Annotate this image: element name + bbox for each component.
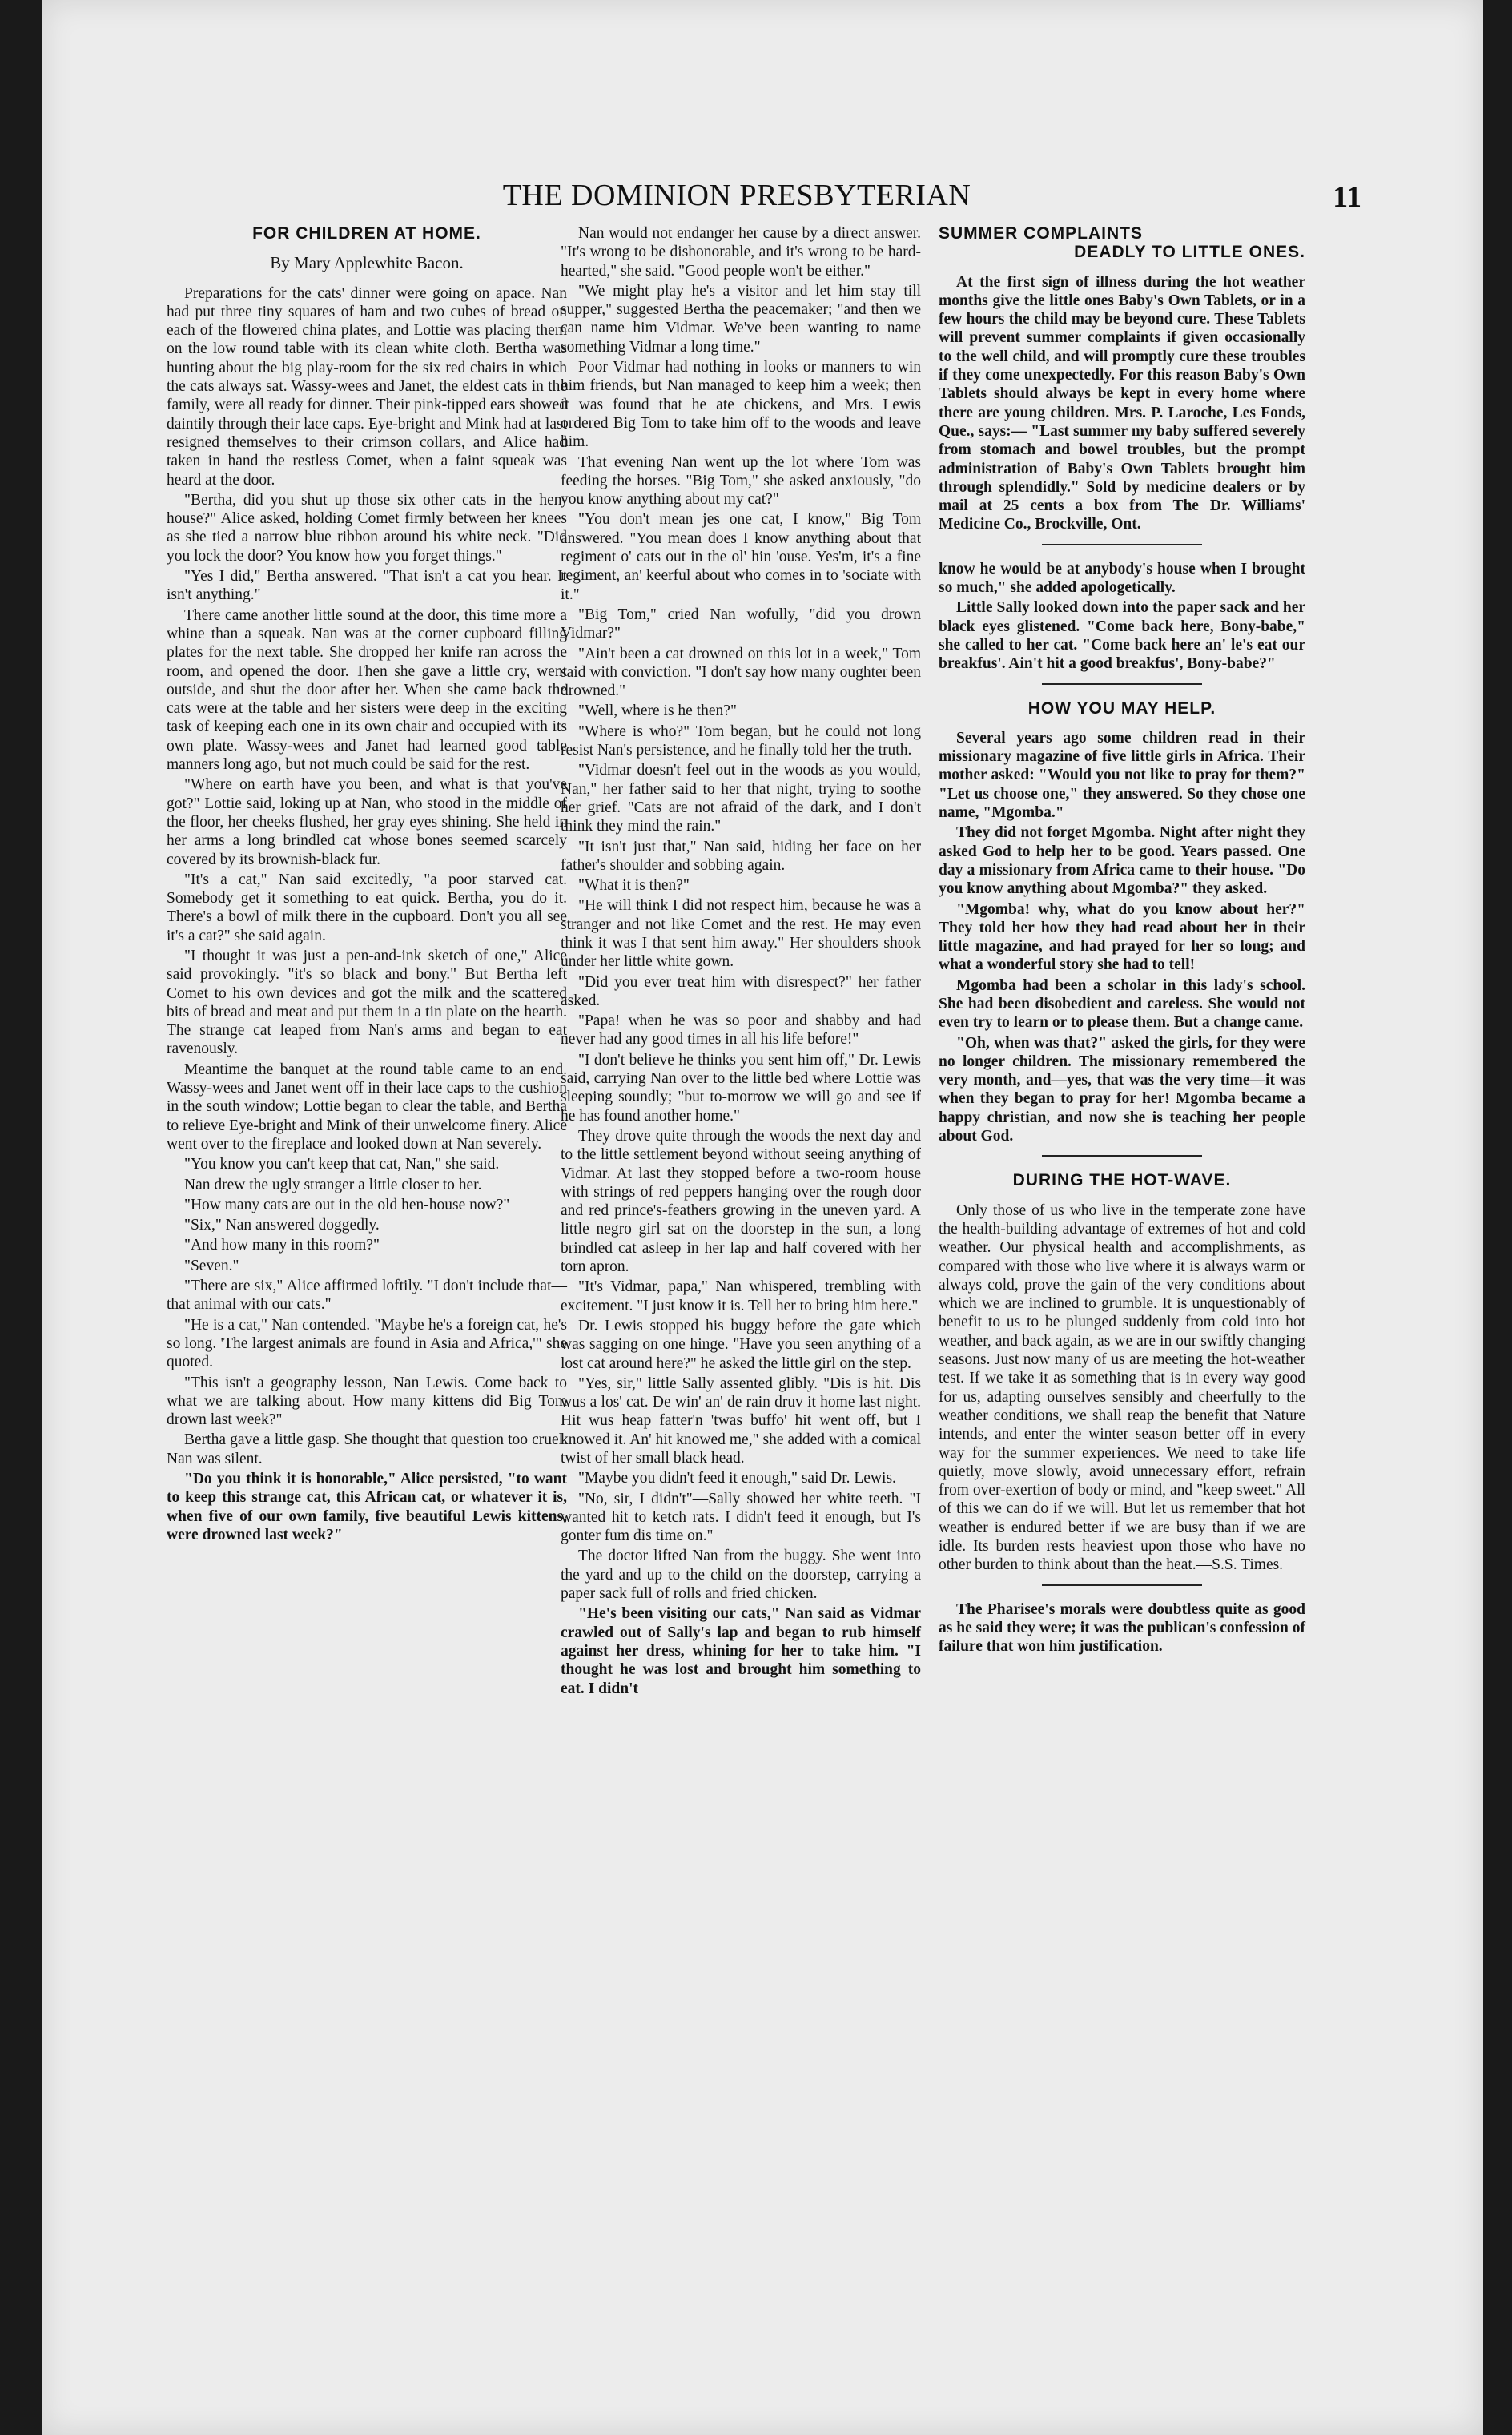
section-divider xyxy=(1042,1584,1202,1586)
paragraph: At the first sign of illness during the hot weather months give the little ones Baby's Own Tablets, or in a few hours the child may be beyond cure. These Tablets will prevent summer complaints if given occasionally to the well child, and will promptly cure these troubles if they come unexpectedly. For this reason Baby's Own Tablets should always be kept in every home where there are young children. Mrs. P. Laroche, Les Fonds, Que., says:— "Last summer my baby suffered severely from stomach and bowel troubles, but the prompt administration of Baby's Own Tablets brought him through splendidly." Sold by medicine dealers or by mail at 25 cents a box from The Dr. Williams' Medicine Co., Brockville, Ont. xyxy=(939,273,1305,533)
column-3 xyxy=(939,224,1305,1657)
byline: By Mary Applewhite Bacon. xyxy=(270,253,464,273)
paragraph: "Maybe you didn't feed it enough," said Dr. Lewis. xyxy=(578,1470,896,1487)
paragraph: "And how many in this room?" xyxy=(184,1237,380,1254)
paragraph: Only those of us who live in the temperate zone have the health-building advantage of extremes of hot and cold weather. Our physical health and accomplishments, as compared with those who live where it is always warm or always cold, prove the gain of the very conditions about which we are inclined to grumble. It is unquestionably of benefit to us to be plunged suddenly from cold into hot weather, and back again, as we are in our swiftly changing seasons. Just now many of us are meeting the hot-weather test. If we take it as something that is in every way good for us, adapting ourselves sensibly and cheerfully to the weather conditions, we shall reap the benefit that Nature intends, and enter the winter season better off in every way for the summer experiences. We need to take life quietly, move slowly, avoid unnecessary effort, refrain from over-exertion of body or mind, and "keep sweet." All of this we can do if we will. But let us remember that hot weather is endured better if we are busy than if we are idle. Its burden rests heaviest upon those who have no other burden to think about than the heat.—S.S. Times. xyxy=(939,1201,1305,1574)
paragraph: Bertha gave a little gasp. She thought that question too cruel. Nan was silent. xyxy=(167,1431,567,1467)
paragraph: "It isn't just that," Nan said, hiding her face on her father's shoulder and sobbing again. xyxy=(561,838,921,874)
paragraph: know he would be at anybody's house when I brought so much," she added apologetically. xyxy=(939,560,1305,597)
column-2 xyxy=(561,224,921,1700)
paragraph: "Did you ever treat him with disrespect?" her father asked. xyxy=(561,973,921,1009)
paragraph: The doctor lifted Nan from the buggy. She went into the yard and up to the child on the doorstep, carrying a paper sack full of rolls and fried chicken. xyxy=(561,1548,921,1603)
paragraph: "Six," Nan answered doggedly. xyxy=(184,1217,380,1234)
paragraph: Nan drew the ugly stranger a little closer to her. xyxy=(184,1176,482,1193)
paragraph: "This isn't a geography lesson, Nan Lewis. Come back to what we are talking about. How many kittens did Big Tom drown last week?" xyxy=(167,1374,567,1429)
paragraph: "You know you can't keep that cat, Nan," she said. xyxy=(184,1156,500,1173)
closing-paragraph: The Pharisee's morals were doubtless quite as good as he said they were; it was the publican's confession of failure that won him justification. xyxy=(939,1600,1305,1656)
article-heading-deadly-to-little-ones: DEADLY TO LITTLE ONES. xyxy=(1074,243,1305,262)
paragraph: Several years ago some children read in their missionary magazine of five little girls in Africa. Their mother asked: "Would you not like to pray for them?" "Let us choose one," they answered. So they chose one name, "Mgomba." xyxy=(939,729,1305,822)
article-heading-summer-complaints: SUMMER COMPLAINTS xyxy=(939,224,1143,243)
article-heading-during-the-hot-wave: DURING THE HOT-WAVE. xyxy=(1012,1171,1232,1190)
paragraph: "Well, where is he then?" xyxy=(578,702,737,720)
paragraph: "Seven." xyxy=(184,1257,239,1274)
paragraph: Little Sally looked down into the paper sack and her black eyes glistened. "Come back here, Bony-babe," she called to her cat. "Come back here an' le's eat our breakfus'. Ain't hit a good breakfus', Bony-babe?" xyxy=(939,599,1305,673)
paragraph: Mgomba had been a scholar in this lady's school. She had been disobedient and careless. She would not even try to learn or to please them. But a change came. xyxy=(939,976,1305,1032)
paragraph: "Bertha, did you shut up those six other cats in the hen-house?" Alice asked, holding Comet firmly between her knees as she tied a narrow blue ribbon around his white neck. "Did you lock the door? You know how you forget things." xyxy=(167,491,567,565)
paragraph: "Where is who?" Tom began, but he could not long resist Nan's persistence, and he finally told her the truth. xyxy=(561,722,921,759)
running-title: THE DOMINION PRESBYTERIAN xyxy=(502,179,971,212)
paragraph: "Ain't been a cat drowned on this lot in a week," Tom said with conviction. "I don't say how many oughter been drowned." xyxy=(561,645,921,700)
article-heading-how-you-may-help: HOW YOU MAY HELP. xyxy=(1027,698,1216,718)
paragraph: "Where on earth have you been, and what is that you've got?" Lottie said, loking up at Nan, who stood in the middle of the floor, her cheeks flushed, her gray eyes shining. She held in her arms a long brindled cat whose bones seemed scarcely covered by its brownish-black fur. xyxy=(167,776,567,868)
paragraph: Meantime the banquet at the round table came to an end. Wassy-wees and Janet went off in their lace caps to the cushion in the south window; Lottie began to clear the table, and Bertha to relieve Eye-bright and Mink of their unwelcome finery. Alice went over to the fireplace and looked down at Nan severely. xyxy=(167,1061,567,1153)
paragraph: "We might play he's a visitor and let him stay till supper," suggested Bertha the peacemaker; "and then we can name him Vidmar. We've been wanting to name something Vidmar a long time." xyxy=(561,282,921,356)
paragraph: Preparations for the cats' dinner were going on apace. Nan had put three tiny squares of ham and two cubes of bread on each of the flowered china plates, and Lottie was placing them on the low round table with its clean white cloth. Bertha was hunting about the big play-room for the six red chairs in which the cats always sat. Wassy-wees and Janet, the eldest cats in the family, were all ready for dinner. Their pink-tipped ears showed daintily through their lace caps. Eye-bright and Mink had at last resigned themselves to their crimson collars, and Alice had taken in hand the restless Comet, when a faint squeak was heard at the door. xyxy=(167,284,567,489)
paragraph: "I don't believe he thinks you sent him off," Dr. Lewis said, carrying Nan over to the little bed where Lottie was sleeping soundly; "but to-morrow we will go and see if he has found another home." xyxy=(561,1051,921,1125)
section-divider xyxy=(1042,683,1202,685)
paragraph: Nan would not endanger her cause by a direct answer. "It's wrong to be dishonorable, and it's wrong to be hard-hearted," she said. "Good people won't be either." xyxy=(561,225,921,280)
paragraph: There came another little sound at the door, this time more a whine than a squeak. Nan was at the corner cupboard filling plates for the next table. She dropped her knife ran across the room, and opened the door. Then she gave a little cry, went outside, and shut the door after her. When she came back the cats were at the table and her sisters were deep in the exciting task of keeping each one in its own chair and occupied with its own plate. Wassy-wees and Janet had learned good table manners long ago, but not much could be said for the rest. xyxy=(167,606,567,774)
page-header xyxy=(112,178,1361,218)
section-divider xyxy=(1042,1155,1202,1157)
paragraph: "Do you think it is honorable," Alice persisted, "to want to keep this strange cat, this African cat, or whatever it is, when five of our own family, five beautiful Lewis kittens, were drowned last week?" xyxy=(167,1471,567,1544)
paragraph: They drove quite through the woods the next day and to the little settlement beyond without seeing anything of Vidmar. At last they stopped before a two-room house with strings of red peppers hanging over the rough door and red prince's-feathers growing in the uneven yard. A little negro girl sat on the doorstep in the sun, a long brindled cat asleep in her lap and half covered with her torn apron. xyxy=(561,1127,921,1276)
paragraph: "It's a cat," Nan said excitedly, "a poor starved cat. Somebody get it something to eat quick. Bertha, you do it. There's a bowl of milk there in the cupboard. Don't you all see it's a cat?" she said again. xyxy=(167,871,567,944)
paragraph: "How many cats are out in the old hen-house now?" xyxy=(184,1196,510,1213)
paragraph: "Big Tom," cried Nan wofully, "did you drown Vidmar?" xyxy=(561,606,921,642)
paragraph: That evening Nan went up the lot where Tom was feeding the horses. "Big Tom," she asked anxiously, "do you know anything about my cat?" xyxy=(561,453,921,509)
paragraph: "I thought it was just a pen-and-ink sketch of one," Alice said provokingly. "it's so black and bony." But Bertha left Comet to his own devices and got the milk and the scattered bits of bread and meat and put them in a tin plate on the hearth. The strange cat leaped from Nan's arms and began to eat ravenously. xyxy=(167,947,567,1058)
section-divider xyxy=(1042,544,1202,545)
page-number: 11 xyxy=(1333,180,1361,214)
paragraph: Dr. Lewis stopped his buggy before the gate which was sagging on one hinge. "Have you seen anything of a lost cat around here?" he asked the little girl on the step. xyxy=(561,1317,921,1372)
paragraph: "He's been visiting our cats," Nan said as Vidmar crawled out of Sally's lap and began to rub himself against her dress, whining for her to take him. "I thought he was lost and brought him something to eat. I didn't xyxy=(561,1605,921,1697)
paragraph: "He is a cat," Nan contended. "Maybe he's a foreign cat, he's so long. 'The largest animals are found in Asia and Africa,'" she quoted. xyxy=(167,1316,567,1371)
paragraph: "He will think I did not respect him, because he was a stranger and not like Comet and the rest. He may even think it was I that sent him away." Her shoulders shook under her little white gown. xyxy=(561,897,921,971)
paragraph: "Mgomba! why, what do you know about her?" They told her how they had read about her in their little magazine, and had prayed for her so long; and what a wonderful story she had to tell! xyxy=(939,900,1305,974)
paragraph: "Yes, sir," little Sally assented glibly. "Dis is hit. Dis wus a los' cat. De win' an' de rain druv it home last night. Hit wus heap fatter'n 'twas buffo' hit went off, but I knowed it. An' hit knowed me," she added with a comical twist of her small black head. xyxy=(561,1374,921,1467)
paragraph: "No, sir, I didn't"—Sally showed her white teeth. "I wanted hit to ketch rats. I didn't feed it enough, but I's gonter fum dis time on." xyxy=(561,1490,921,1545)
column-1 xyxy=(167,224,567,1546)
paragraph: Poor Vidmar had nothing in looks or manners to win him friends, but Nan managed to keep him a week; then it was found that he ate chickens, and Mrs. Lewis ordered Big Tom to take him off to the woods and leave him. xyxy=(561,359,921,451)
paragraph: "Vidmar doesn't feel out in the woods as you would, Nan," her father said to her that night, trying to soothe her grief. "Cats are not afraid of the dark, and I don't think they mind the rain." xyxy=(561,762,921,835)
paragraph: "What it is then?" xyxy=(578,877,690,895)
paragraph: "It's Vidmar, papa," Nan whispered, trembling with excitement. "I just know it is. Tell her to bring him here." xyxy=(561,1278,921,1314)
article-heading-children-at-home: FOR CHILDREN AT HOME. xyxy=(252,224,481,243)
paragraph: "Oh, when was that?" asked the girls, for they were no longer children. The missionary remembered the very month, and—yes, that was the very time—it was when they began to pray for her! Mgomba became a happy christian, and now she is teaching her people about God. xyxy=(939,1034,1305,1145)
paragraph: "You don't mean jes one cat, I know," Big Tom answered. "You mean does I know anything about that regiment o' cats out in the ol' hin 'ouse. Yes'm, it's a fine regiment, an' keerful about who comes in to 'sociate with it." xyxy=(561,511,921,603)
paragraph: "Papa! when he was so poor and shabby and had never had any good times in all his life before!" xyxy=(561,1012,921,1048)
paragraph: "Yes I did," Bertha answered. "That isn't a cat you hear. It isn't anything." xyxy=(167,568,567,604)
paragraph: "There are six," Alice affirmed loftily. "I don't include that—that animal with our cats." xyxy=(167,1278,567,1314)
paragraph: They did not forget Mgomba. Night after night they asked God to help her to be good. Years passed. One day a missionary from Africa came to their house. "Do you know anything about Mgomba?" they asked. xyxy=(939,824,1305,898)
